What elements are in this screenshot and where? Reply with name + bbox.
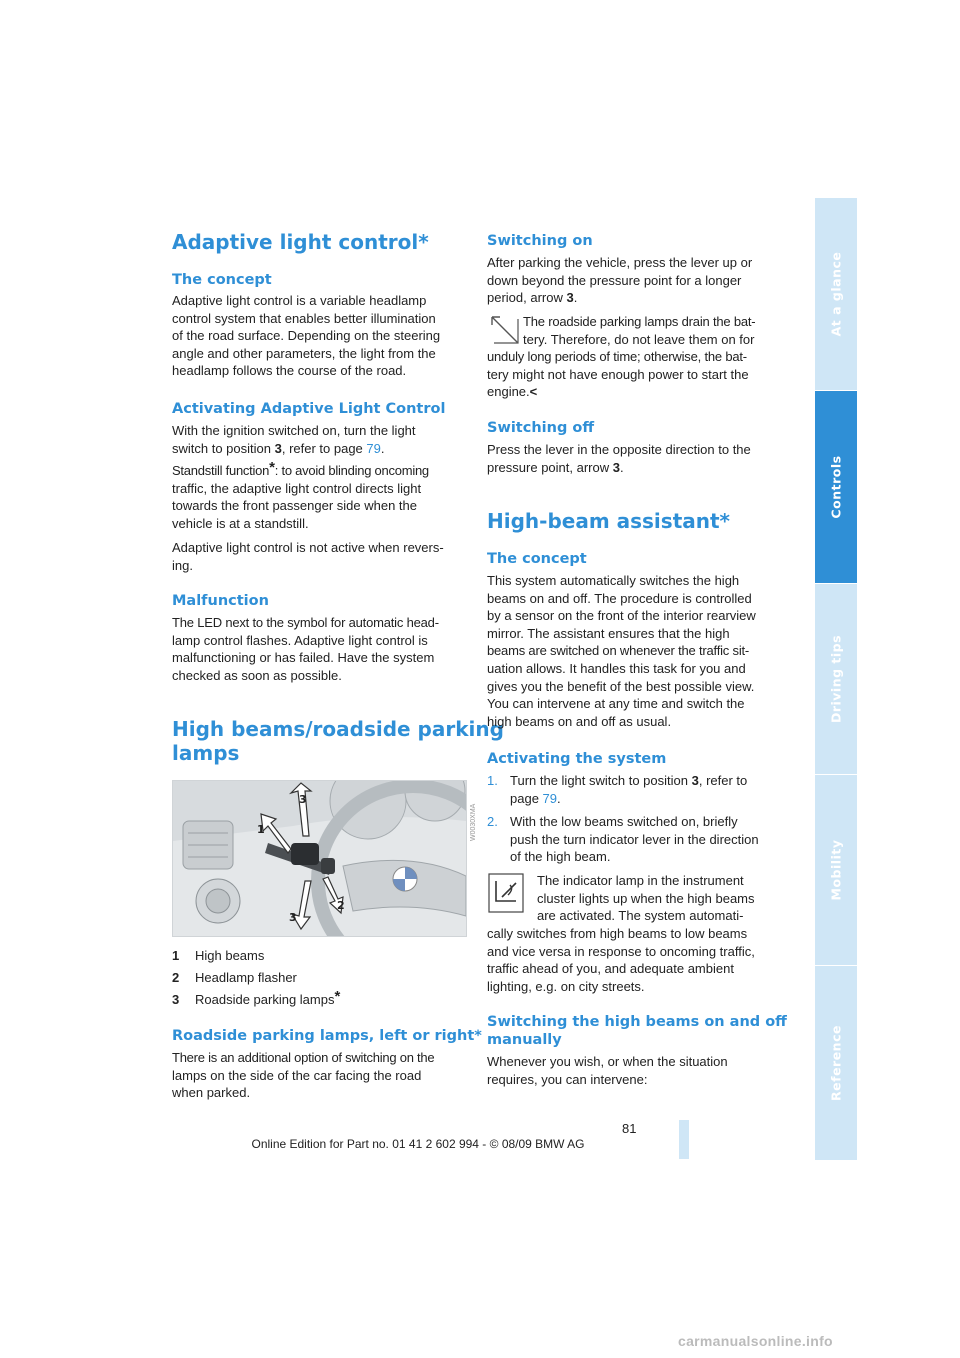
concept-paragraph [172, 292, 467, 380]
text-line: You can intervene at any time and switch the [487, 696, 745, 712]
tab-mobility[interactable] [815, 775, 857, 965]
activating-paragraph [172, 422, 467, 457]
text-line [487, 289, 782, 307]
text-line [487, 383, 785, 401]
text-line: lamp control flashes. Adaptive light control is [172, 632, 428, 648]
heading-high-beams-roadside [172, 717, 504, 765]
text-line: towards the front passenger side when the [172, 498, 417, 514]
position-number: 3 [274, 440, 282, 456]
switching-off-paragraph [487, 441, 782, 476]
legend-text: Headlamp flasher [195, 970, 297, 985]
text-span: Standstill function [172, 463, 270, 478]
text-line: vehicle is at a standstill. [172, 515, 309, 531]
text-line: tery might not have enough power to start the [487, 366, 749, 382]
figure-code: W0030XMA [470, 803, 477, 841]
step-text: With the low beams switched on, briefly [510, 814, 738, 829]
heading-line: manually [487, 1032, 562, 1048]
optional-equipment-star: * [269, 459, 275, 476]
legend-text: Roadside parking lamps [195, 992, 335, 1007]
text-line: The roadside parking lamps drain the bat- [523, 314, 756, 329]
heading-switching-on: Switching on [487, 233, 593, 249]
roadside-paragraph [172, 1049, 467, 1102]
text-line: Adaptive light control is not active when revers- [172, 540, 444, 555]
heading-high-beam-assistant: High-beam assistant* [487, 509, 731, 533]
text-line [172, 459, 467, 480]
heading-activating-adaptive-light-control: Activating Adaptive Light Control [172, 401, 446, 417]
step-text: push the turn indicator lever in the direction [510, 831, 759, 847]
text-span: engine. [487, 384, 530, 400]
svg-text:1: 1 [257, 823, 265, 836]
tab-reference[interactable] [815, 966, 857, 1160]
optional-equipment-star: * [334, 988, 341, 1005]
text-line: tery. Therefore, do not leave them on for [523, 331, 755, 347]
legend-text: High beams [195, 948, 265, 963]
legend-text-wrap [195, 988, 341, 1009]
arrow-number: 3 [612, 459, 620, 475]
tab-label: Mobility [828, 839, 844, 901]
page-reference-link[interactable]: 79 [366, 440, 381, 456]
text-line: high beams on and off as usual. [487, 713, 672, 729]
step-number: 2. [487, 814, 498, 829]
page-number: 81 [622, 1121, 637, 1136]
footer-text: Online Edition for Part no. 01 41 2 602 994 - © 08/09 BMW AG [251, 1137, 585, 1151]
heading-switching-manually [487, 1013, 787, 1049]
heading-adaptive-light-control: Adaptive light control* [172, 230, 429, 254]
text-line: mirror. The assistant ensures that the high [487, 625, 730, 641]
text-span: pressure point, arrow [487, 459, 613, 475]
text-line: angle and other parameters, the light from the [172, 345, 436, 361]
text-line: gives you the benefit of the best possible view. [487, 678, 755, 694]
text-span: switch to position [172, 440, 275, 456]
text-span: . [573, 290, 578, 306]
text-line: This system automatically switches the high [487, 573, 740, 588]
step-1 [487, 772, 785, 808]
text-line: Adaptive light control is a variable headlamp [172, 293, 427, 308]
text-line: beams on and off. The procedure is controlled [487, 590, 752, 606]
concept2-paragraph [487, 572, 785, 730]
heading-switching-off: Switching off [487, 420, 595, 436]
tab-label: At a glance [828, 251, 844, 337]
legend-number: 3 [172, 992, 180, 1007]
step-text [510, 790, 561, 808]
step-text [510, 772, 747, 790]
heading-line: Switching the high beams on and off [487, 1014, 787, 1030]
text-line: uation allows. It handles this task for you and [487, 660, 746, 676]
heading-line: lamps [172, 741, 240, 765]
text-line: beams are switched on whenever the traffic sit- [487, 643, 750, 659]
note-icon [488, 313, 522, 349]
text-line [172, 440, 467, 458]
text-span: . [380, 440, 385, 456]
heading-line: High beams/roadside parking [172, 717, 504, 741]
text-line: checked as soon as possible. [172, 667, 342, 683]
heading-roadside-parking-lamps: Roadside parking lamps, left or right* [172, 1028, 482, 1044]
text-span: page [510, 790, 543, 806]
text-line: and vice versa in response to oncoming traffic, [487, 943, 755, 959]
text-line: malfunctioning or has failed. Have the system [172, 650, 435, 666]
text-span: Turn the light switch to position [510, 773, 692, 788]
switching-on-paragraph [487, 254, 782, 307]
heading-malfunction: Malfunction [172, 593, 269, 609]
text-line: With the ignition switched on, turn the light [172, 423, 416, 438]
not-active-paragraph [172, 539, 467, 574]
lever-illustration [172, 780, 477, 937]
step-text: of the high beam. [510, 849, 611, 865]
text-line: cluster lights up when the high beams [537, 890, 755, 906]
heading-the-concept-2: The concept [487, 551, 587, 567]
malfunction-paragraph [172, 614, 467, 684]
text-line: After parking the vehicle, press the lever up or [487, 255, 753, 270]
step-number: 1. [487, 773, 498, 788]
note1-full [487, 348, 785, 401]
lever-drawing [173, 781, 466, 936]
tab-label: Controls [828, 455, 844, 519]
text-line: traffic, the adaptive light control directs light [172, 480, 422, 496]
note2-indent [537, 872, 787, 925]
text-span: period, arrow [487, 290, 567, 306]
text-line: of the road surface. Depending on the steering [172, 328, 441, 344]
text-line [487, 459, 782, 477]
text-line: lamps on the side of the car facing the road [172, 1067, 422, 1083]
note1-indent [523, 313, 785, 348]
text-span: . [557, 790, 561, 806]
position-number: 3 [691, 773, 699, 788]
page-reference-link[interactable]: 79 [542, 790, 558, 806]
text-line: Whenever you wish, or when the situation [487, 1054, 728, 1069]
tab-label: Driving tips [828, 634, 844, 724]
text-line: Press the lever in the opposite direction to the [487, 442, 751, 457]
text-line: The LED next to the symbol for automatic head- [172, 615, 439, 630]
footer [0, 1137, 960, 1151]
text-line: when parked. [172, 1085, 251, 1101]
heading-the-concept: The concept [172, 272, 272, 288]
text-span: . [619, 459, 624, 475]
tab-at-a-glance[interactable] [815, 198, 857, 390]
tab-driving-tips[interactable] [815, 584, 857, 774]
text-line: by a sensor on the front of the interior rearview [487, 608, 756, 624]
text-span: , refer to [698, 773, 748, 788]
manual-paragraph [487, 1053, 785, 1088]
step-2 [487, 813, 785, 867]
legend-number: 1 [172, 948, 180, 963]
text-span: , refer to page [281, 440, 367, 456]
text-line: cally switches from high beams to low beams [487, 926, 748, 941]
text-line: requires, you can intervene: [487, 1071, 648, 1087]
note2-full [487, 925, 785, 995]
end-of-note-mark: < [529, 384, 538, 400]
text-line: down beyond the pressure point for a longer [487, 272, 742, 288]
standstill-paragraph [172, 459, 467, 532]
text-line: traffic ahead of you, and adequate ambient [487, 961, 734, 977]
watermark: carmanualsonline.info [678, 1333, 833, 1349]
legend-number: 2 [172, 970, 180, 985]
text-line: The indicator lamp in the instrument [537, 873, 744, 888]
text-line: ing. [172, 557, 193, 573]
text-span: : to avoid blinding oncoming [274, 463, 429, 478]
text-line: unduly long periods of time; otherwise, the bat- [487, 349, 747, 364]
tab-label: Reference [828, 1025, 844, 1101]
text-line: lighting, e.g. on city streets. [487, 978, 645, 994]
text-line: control system that enables better illumination [172, 310, 436, 326]
text-line: There is an additional option of switching on the [172, 1050, 435, 1065]
text-line: headlamp follows the course of the road. [172, 363, 407, 379]
svg-text:2: 2 [337, 899, 345, 912]
arrow-number: 3 [566, 290, 574, 306]
svg-text:3: 3 [289, 911, 297, 924]
high-beam-assistant-indicator-icon [488, 873, 524, 913]
tab-controls[interactable] [815, 391, 857, 583]
text-line: are activated. The system automati- [537, 908, 744, 924]
svg-text:3: 3 [299, 793, 307, 806]
heading-activating-the-system: Activating the system [487, 751, 667, 767]
